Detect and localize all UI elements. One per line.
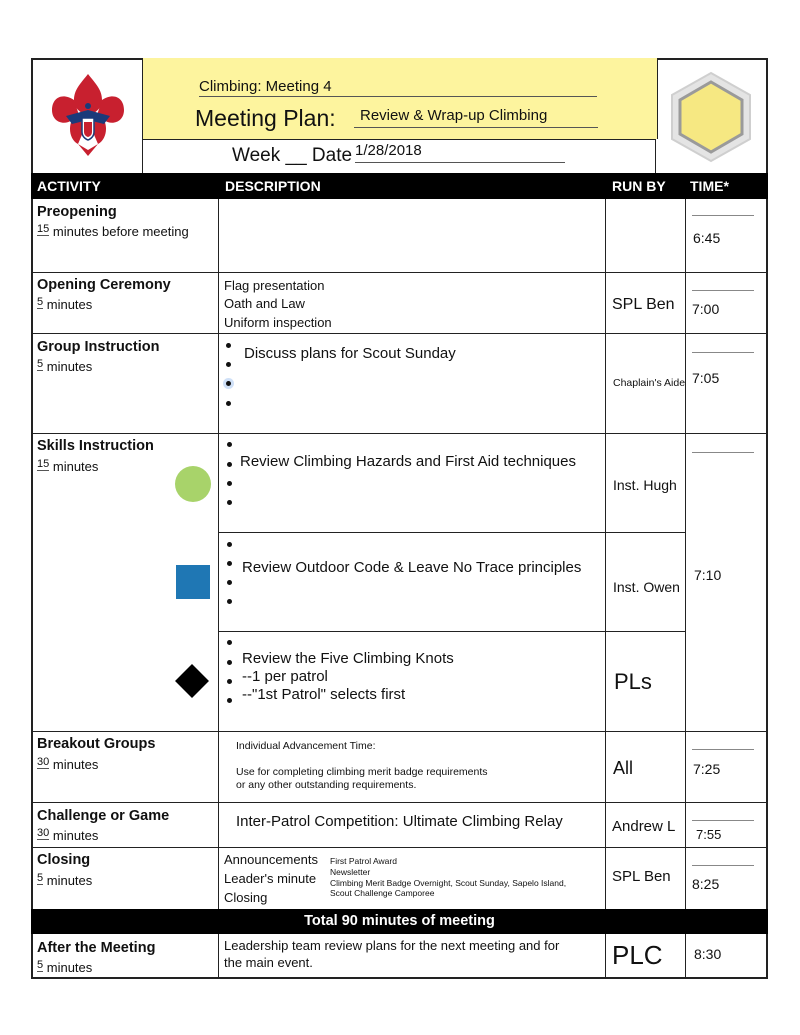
week-date-label: Week __ Date xyxy=(232,145,353,166)
col-time: TIME* xyxy=(690,178,729,194)
skills-c-desc-3: --"1st Patrol" selects first xyxy=(242,686,406,703)
preopening-title: Preopening xyxy=(37,204,117,220)
col-line-time-after xyxy=(685,934,686,978)
closing-note-4: Scout Challenge Camporee xyxy=(330,888,435,898)
opening-time: 7:00 xyxy=(692,301,720,317)
closing-time: 8:25 xyxy=(692,876,720,892)
time-blank-line xyxy=(692,352,754,353)
col-line-runby-after xyxy=(605,934,606,978)
skills-title: Skills Instruction xyxy=(37,438,154,454)
closing-run-by: SPL Ben xyxy=(612,868,671,885)
preopening-time: 6:45 xyxy=(693,230,721,246)
time-blank-line xyxy=(692,820,754,821)
bsa-emblem-logo xyxy=(44,70,132,162)
skills-time: 7:10 xyxy=(694,567,722,583)
bullet xyxy=(226,401,231,406)
closing-minutes-text: minutes xyxy=(46,873,93,888)
bullet xyxy=(227,698,232,703)
time-blank-line xyxy=(692,215,754,216)
skills-c-run-by: PLs xyxy=(614,669,652,694)
breakout-title: Breakout Groups xyxy=(37,736,156,752)
meeting-title: Climbing: Meeting 4 xyxy=(199,78,332,95)
row-line xyxy=(31,847,768,848)
group-time: 7:05 xyxy=(692,370,720,386)
group-desc: Discuss plans for Scout Sunday xyxy=(244,345,456,362)
breakout-desc-1: Use for completing climbing merit badge requirements xyxy=(236,766,488,778)
bullet xyxy=(226,343,231,348)
opening-minutes-line xyxy=(37,297,92,312)
bullet xyxy=(227,580,232,585)
opening-minutes-text: minutes xyxy=(46,297,93,312)
closing-note-3: Climbing Merit Badge Overnight, Scout Sunday, Sapelo Island, xyxy=(330,878,567,888)
preopening-minutes-text: minutes before meeting xyxy=(52,224,189,239)
row-line xyxy=(31,333,768,334)
date-underline xyxy=(355,162,565,163)
row-line-sub xyxy=(218,532,686,533)
closing-note-2: Newsletter xyxy=(330,867,371,877)
merit-badge-hexagon xyxy=(668,70,754,164)
preopening-minutes-line xyxy=(37,224,189,239)
closing-minutes-line xyxy=(37,873,92,888)
col-line-description-after xyxy=(218,934,219,978)
total-minutes-bar: Total 90 minutes of meeting xyxy=(31,909,768,934)
challenge-minutes-line xyxy=(37,828,98,843)
challenge-time: 7:55 xyxy=(696,827,722,842)
opening-desc-3: Uniform inspection xyxy=(224,315,332,330)
row-line xyxy=(31,731,768,732)
skills-b-run-by: Inst. Owen xyxy=(613,579,680,595)
skills-minutes-text: minutes xyxy=(52,459,99,474)
skills-a-desc: Review Climbing Hazards and First Aid techniques xyxy=(240,453,576,470)
group-minutes-text: minutes xyxy=(46,359,93,374)
bullet xyxy=(226,381,231,386)
plan-underline xyxy=(354,127,598,128)
after-title: After the Meeting xyxy=(37,940,156,956)
breakout-time: 7:25 xyxy=(693,761,721,777)
date-value: 1/28/2018 xyxy=(355,142,422,159)
opening-desc-2: Oath and Law xyxy=(224,296,305,311)
group-minutes: 5 xyxy=(37,358,44,370)
group-run-by: Chaplain's Aide xyxy=(613,377,686,389)
challenge-minutes-text: minutes xyxy=(52,828,99,843)
challenge-run-by: Andrew L xyxy=(612,818,676,835)
green-circle-icon xyxy=(175,466,211,502)
closing-title: Closing xyxy=(37,852,91,868)
closing-label-3: Closing xyxy=(224,890,268,905)
breakout-minutes-text: minutes xyxy=(52,757,99,772)
opening-run-by: SPL Ben xyxy=(612,296,675,313)
after-desc-2: the main event. xyxy=(224,955,313,970)
blue-square-icon xyxy=(176,565,210,599)
after-desc-1: Leadership team review plans for the next meeting and for xyxy=(224,938,560,953)
breakout-run-by: All xyxy=(613,758,634,778)
skills-c-desc-1: Review the Five Climbing Knots xyxy=(242,650,454,667)
closing-note-1: First Patrol Award xyxy=(330,856,397,866)
bullet xyxy=(227,442,232,447)
row-line xyxy=(31,272,768,273)
plan-label: Meeting Plan: xyxy=(195,105,336,131)
after-minutes: 5 xyxy=(37,959,44,971)
bullet xyxy=(226,362,231,367)
row-line xyxy=(31,433,768,434)
after-minutes-line xyxy=(37,960,92,975)
closing-label-1: Announcements xyxy=(224,852,318,867)
breakout-minutes: 30 xyxy=(37,756,50,768)
row-line-sub xyxy=(218,631,686,632)
bullet xyxy=(227,679,232,684)
opening-desc-1: Flag presentation xyxy=(224,278,325,293)
after-time: 8:30 xyxy=(694,946,722,962)
bullet xyxy=(227,561,232,566)
closing-minutes: 5 xyxy=(37,872,44,884)
group-minutes-line xyxy=(37,359,92,374)
row-line xyxy=(31,802,768,803)
breakout-desc-title: Individual Advancement Time: xyxy=(236,740,376,752)
preopening-minutes: 15 xyxy=(37,223,50,235)
bullet xyxy=(227,462,232,467)
challenge-desc: Inter-Patrol Competition: Ultimate Climbing Relay xyxy=(236,813,563,830)
breakout-minutes-line xyxy=(37,757,98,772)
bullet xyxy=(227,481,232,486)
col-activity: ACTIVITY xyxy=(37,178,101,194)
skills-b-desc: Review Outdoor Code & Leave No Trace principles xyxy=(242,559,582,576)
skills-c-desc-2: --1 per patrol xyxy=(242,668,328,685)
column-header-bar xyxy=(31,173,768,199)
time-blank-line xyxy=(692,865,754,866)
skills-a-run-by: Inst. Hugh xyxy=(613,477,677,493)
opening-minutes: 5 xyxy=(37,296,44,308)
after-minutes-text: minutes xyxy=(46,960,93,975)
time-blank-line xyxy=(692,452,754,453)
time-blank-line xyxy=(692,749,754,750)
group-title: Group Instruction xyxy=(37,339,160,355)
bullet xyxy=(227,500,232,505)
plan-value: Review & Wrap-up Climbing xyxy=(360,107,548,124)
time-blank-line xyxy=(692,290,754,291)
after-run-by: PLC xyxy=(612,940,663,970)
breakout-desc-2: or any other outstanding requirements. xyxy=(236,779,417,791)
challenge-title: Challenge or Game xyxy=(37,808,170,824)
bullet xyxy=(227,542,232,547)
col-run-by: RUN BY xyxy=(612,178,666,194)
col-description: DESCRIPTION xyxy=(225,178,321,194)
opening-title: Opening Ceremony xyxy=(37,277,171,293)
meeting-title-underline xyxy=(199,96,597,97)
bullet xyxy=(227,660,232,665)
bullet xyxy=(227,640,232,645)
skills-minutes: 15 xyxy=(37,458,50,470)
closing-label-2: Leader's minute xyxy=(224,871,317,886)
skills-minutes-line xyxy=(37,459,98,474)
challenge-minutes: 30 xyxy=(37,827,50,839)
bullet xyxy=(227,599,232,604)
